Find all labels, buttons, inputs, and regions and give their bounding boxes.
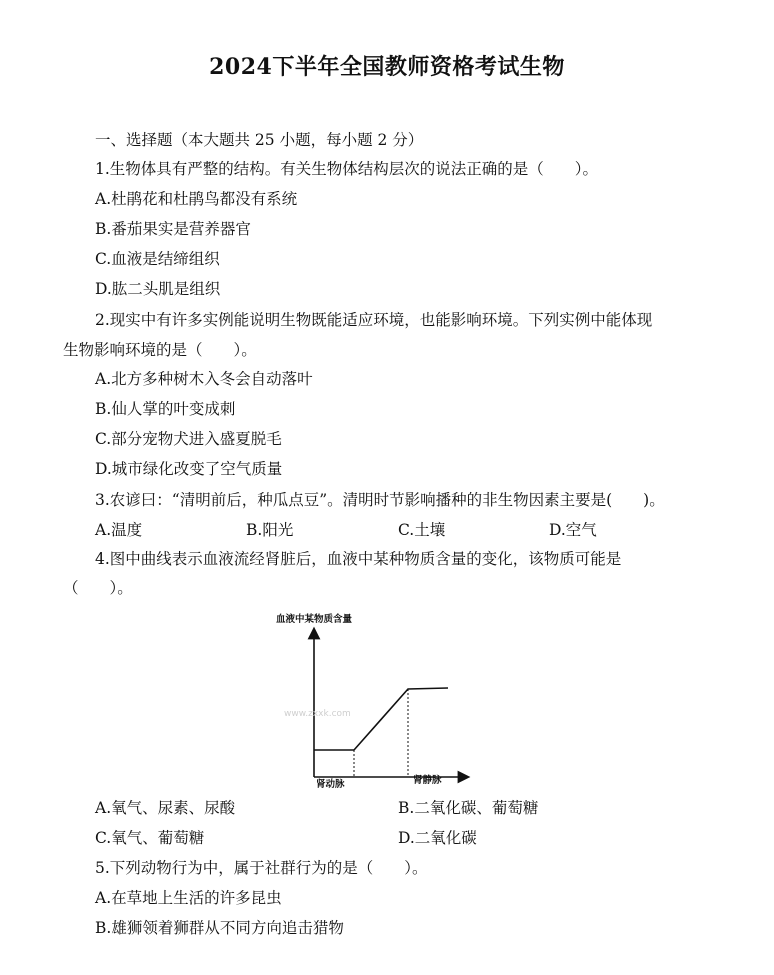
q1-option-a: A.杜鹃花和杜鹃鸟都没有系统 <box>95 190 298 208</box>
q2-option-a: A.北方多种树木入冬会自动落叶 <box>95 370 313 388</box>
q2-stem-line2: 生物影响环境的是（ ）。 <box>63 341 257 359</box>
q1-stem: 1.生物体具有严整的结构。有关生物体结构层次的说法正确的是（ ）。 <box>95 160 599 178</box>
renal-artery-label: 肾动脉 <box>316 779 345 790</box>
q2-option-b: B.仙人掌的叶变成刺 <box>95 400 236 418</box>
q4-option-c: C.氧气、葡萄糖 <box>95 829 205 847</box>
curve-diagram <box>272 605 472 795</box>
q3-option-a: A.温度 <box>95 521 143 539</box>
q2-option-c: C.部分宠物犬进入盛夏脱毛 <box>95 430 282 448</box>
q3-stem: 3.农谚曰：“清明前后，种瓜点豆”。清明时节影响播种的非生物因素主要是( )。 <box>95 491 665 509</box>
page-title: 2024下半年全国教师资格考试生物 <box>209 54 565 80</box>
blood-content-curve-figure <box>272 605 472 795</box>
watermark-text: www.zxxk.com <box>284 709 351 719</box>
renal-vein-label: 肾静脉 <box>413 775 442 786</box>
q2-option-d: D.城市绿化改变了空气质量 <box>95 460 283 478</box>
content-curve <box>314 688 448 750</box>
q5-option-b: B.雄狮领着狮群从不同方向追击猎物 <box>95 919 344 937</box>
q3-option-d: D.空气 <box>549 521 597 539</box>
q5-option-a: A.在草地上生活的许多昆虫 <box>95 889 282 907</box>
q4-stem-line1: 4.图中曲线表示血液流经肾脏后，血液中某种物质含量的变化，该物质可能是 <box>95 550 622 568</box>
y-axis-label: 血液中某物质含量 <box>276 614 353 625</box>
q1-option-c: C.血液是结缔组织 <box>95 250 220 268</box>
q4-stem-line2: （ ）。 <box>63 579 133 597</box>
q2-stem-line1: 2.现实中有许多实例能说明生物既能适应环境，也能影响环境。下列实例中能体现 <box>95 311 653 329</box>
q4-option-a: A.氧气、尿素、尿酸 <box>95 799 236 817</box>
q1-option-d: D.肱二头肌是组织 <box>95 280 221 298</box>
q4-option-b: B.二氧化碳、葡萄糖 <box>398 799 539 817</box>
q3-option-c: C.土壤 <box>398 521 446 539</box>
q4-option-d: D.二氧化碳 <box>398 829 477 847</box>
section-heading: 一、选择题（本大题共 25 小题，每小题 2 分） <box>95 131 424 149</box>
q3-option-b: B.阳光 <box>246 521 294 539</box>
q1-option-b: B.番茄果实是营养器官 <box>95 220 251 238</box>
q5-stem: 5.下列动物行为中，属于社群行为的是（ ）。 <box>95 859 428 877</box>
